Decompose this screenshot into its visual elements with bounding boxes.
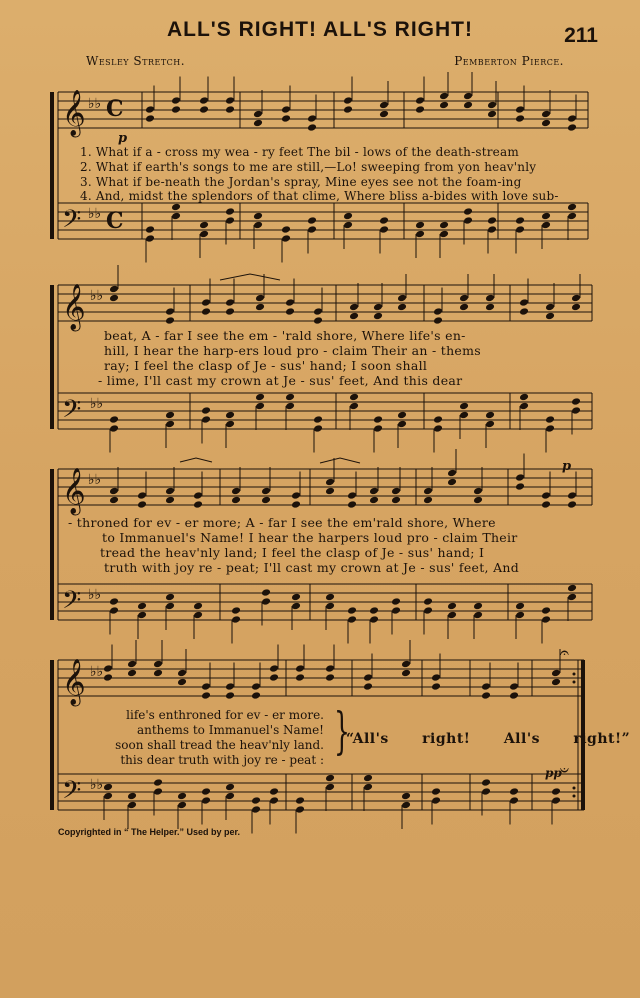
dynamic-mark-4: pp bbox=[545, 766, 562, 780]
refrain-text: “All's right! All's right!” bbox=[346, 731, 631, 747]
note-head bbox=[127, 801, 137, 810]
fermata-icon: 𝄐 bbox=[560, 643, 569, 662]
lyric-line-2-1: beat, A - far I see the em - 'rald shore, Where life's en- bbox=[104, 328, 466, 343]
note-head bbox=[431, 787, 441, 796]
verse-line-4: 4. And, midst the splendors of that clime, Where bliss a-bides with love sub- bbox=[80, 189, 559, 203]
note-head bbox=[401, 660, 411, 669]
note-head bbox=[551, 678, 561, 687]
note-head bbox=[251, 682, 261, 691]
note-head bbox=[269, 796, 279, 805]
lyric-line-3-1: - throned for ev - er more; A - far I see the em'rald shore, Where bbox=[68, 515, 496, 530]
key-signature-flats-1: ♭♭ bbox=[88, 96, 102, 112]
lyric-line-2-4: - lime, I'll cast my crown at Je - sus' feet, And this dear bbox=[98, 373, 463, 388]
treble-clef-icon-2: 𝄞 bbox=[62, 284, 86, 330]
verse-line-3: 3. What if be-neath the Jordan's spray, Mine eyes see not the foam-ing bbox=[80, 175, 522, 189]
note-head bbox=[225, 691, 235, 700]
note-head bbox=[551, 787, 561, 796]
key-signature-flats-3b: ♭♭ bbox=[88, 587, 102, 603]
note-head bbox=[325, 774, 335, 783]
note-head bbox=[225, 792, 235, 801]
note-head bbox=[431, 796, 441, 805]
note-head bbox=[325, 664, 335, 673]
note-head bbox=[201, 682, 211, 691]
verse-line-1: 1. What if a - cross my wea - ry feet The bil - lows of the death-stream bbox=[80, 145, 519, 159]
lyric-line-2-3: ray; I feel the clasp of Je - sus' hand; I soon shall bbox=[104, 358, 428, 373]
note-head bbox=[153, 787, 163, 796]
note-head bbox=[295, 664, 305, 673]
note-head bbox=[363, 783, 373, 792]
note-head bbox=[325, 783, 335, 792]
note-head bbox=[177, 669, 187, 678]
time-signature-c: C bbox=[106, 96, 124, 122]
treble-clef-icon: 𝄞 bbox=[62, 90, 86, 136]
note-head bbox=[127, 669, 137, 678]
dynamic-mark-1: p bbox=[118, 131, 128, 146]
note-head bbox=[103, 792, 113, 801]
lyric-line-4-3: soon shall tread the heav'nly land. bbox=[115, 738, 324, 752]
treble-clef-icon-4: 𝄞 bbox=[62, 659, 86, 705]
hymn-title: ALL'S RIGHT! ALL'S RIGHT! bbox=[166, 18, 473, 41]
key-signature-flats-2b: ♭♭ bbox=[90, 396, 104, 412]
time-signature-c-bass: C bbox=[106, 208, 124, 234]
key-signature-flats-2: ♭♭ bbox=[90, 288, 104, 304]
note-head bbox=[551, 669, 561, 678]
lyric-line-4-4: this dear truth with joy re - peat : bbox=[120, 753, 324, 767]
key-signature-flats-1b: ♭♭ bbox=[88, 206, 102, 222]
note-head bbox=[269, 673, 279, 682]
note-head bbox=[251, 805, 261, 814]
bass-clef-icon-3: 𝄢 bbox=[62, 586, 82, 621]
note-head bbox=[177, 801, 187, 810]
page-number: 211 bbox=[564, 24, 598, 47]
copyright-footnote: Copyrighted in “ The Helper.” Used by per. bbox=[58, 827, 241, 837]
final-lyrics-block bbox=[92, 704, 324, 768]
bass-clef-icon-4: 𝄢 bbox=[62, 776, 82, 811]
lyric-brace: } bbox=[333, 702, 350, 760]
lyric-line-4-1: life's enthroned for ev - er more. bbox=[126, 708, 324, 722]
note-head bbox=[363, 774, 373, 783]
note-head bbox=[201, 787, 211, 796]
note-head bbox=[103, 783, 113, 792]
note-head bbox=[295, 805, 305, 814]
note-head bbox=[251, 796, 261, 805]
note-head bbox=[177, 792, 187, 801]
note-head bbox=[295, 673, 305, 682]
dynamic-mark-3: p bbox=[562, 459, 572, 474]
lyricist-credit: Wesley Stretch. bbox=[86, 54, 186, 68]
note-head bbox=[269, 787, 279, 796]
fermata-icon-bass: 𝄑 bbox=[560, 760, 569, 779]
note-head bbox=[509, 796, 519, 805]
note-head bbox=[295, 796, 305, 805]
lyric-line-4-2: anthems to Immanuel's Name! bbox=[136, 723, 324, 737]
note-head bbox=[481, 682, 491, 691]
note-head bbox=[509, 787, 519, 796]
note-head bbox=[201, 691, 211, 700]
note-head bbox=[509, 682, 519, 691]
composer-credit: Pemberton Pierce. bbox=[454, 54, 564, 68]
note-head bbox=[509, 691, 519, 700]
treble-clef-icon-3: 𝄞 bbox=[62, 468, 86, 514]
note-head bbox=[481, 787, 491, 796]
note-head bbox=[225, 682, 235, 691]
key-signature-flats-4b: ♭♭ bbox=[90, 777, 104, 793]
note-head bbox=[401, 801, 411, 810]
note-head bbox=[153, 669, 163, 678]
note-head bbox=[153, 660, 163, 669]
note-head bbox=[103, 664, 113, 673]
note-head bbox=[177, 678, 187, 687]
note-head bbox=[401, 792, 411, 801]
bass-clef-icon: 𝄢 bbox=[62, 205, 82, 240]
note-head bbox=[269, 664, 279, 673]
note-head bbox=[363, 673, 373, 682]
key-signature-flats-4: ♭♭ bbox=[90, 664, 104, 680]
lyric-line-3-3: tread the heav'nly land; I feel the clasp of Je - sus' hand; I bbox=[100, 545, 485, 560]
note-head bbox=[431, 682, 441, 691]
lyric-line-2-2: hill, I hear the harp-ers loud pro - claim Their an - thems bbox=[104, 343, 482, 358]
note-head bbox=[551, 796, 561, 805]
note-head bbox=[251, 691, 261, 700]
key-signature-flats-3: ♭♭ bbox=[88, 472, 102, 488]
note-head bbox=[127, 792, 137, 801]
lyric-line-3-2: to Immanuel's Name! I hear the harpers loud pro - claim Their bbox=[102, 530, 518, 545]
note-head bbox=[363, 682, 373, 691]
note-head bbox=[225, 783, 235, 792]
note-head bbox=[325, 673, 335, 682]
note-head bbox=[201, 796, 211, 805]
verse-line-2: 2. What if earth's songs to me are still,—Lo! sweeping from yon heav'nly bbox=[80, 160, 537, 174]
note-head bbox=[481, 778, 491, 787]
note-head bbox=[401, 669, 411, 678]
bass-clef-icon-2: 𝄢 bbox=[62, 395, 82, 430]
note-head bbox=[153, 778, 163, 787]
lyric-line-3-4: truth with joy re - peat; I'll cast my crown at Je - sus' feet, And bbox=[104, 560, 520, 575]
note-head bbox=[431, 673, 441, 682]
note-head bbox=[481, 691, 491, 700]
note-head bbox=[103, 673, 113, 682]
note-head bbox=[127, 660, 137, 669]
